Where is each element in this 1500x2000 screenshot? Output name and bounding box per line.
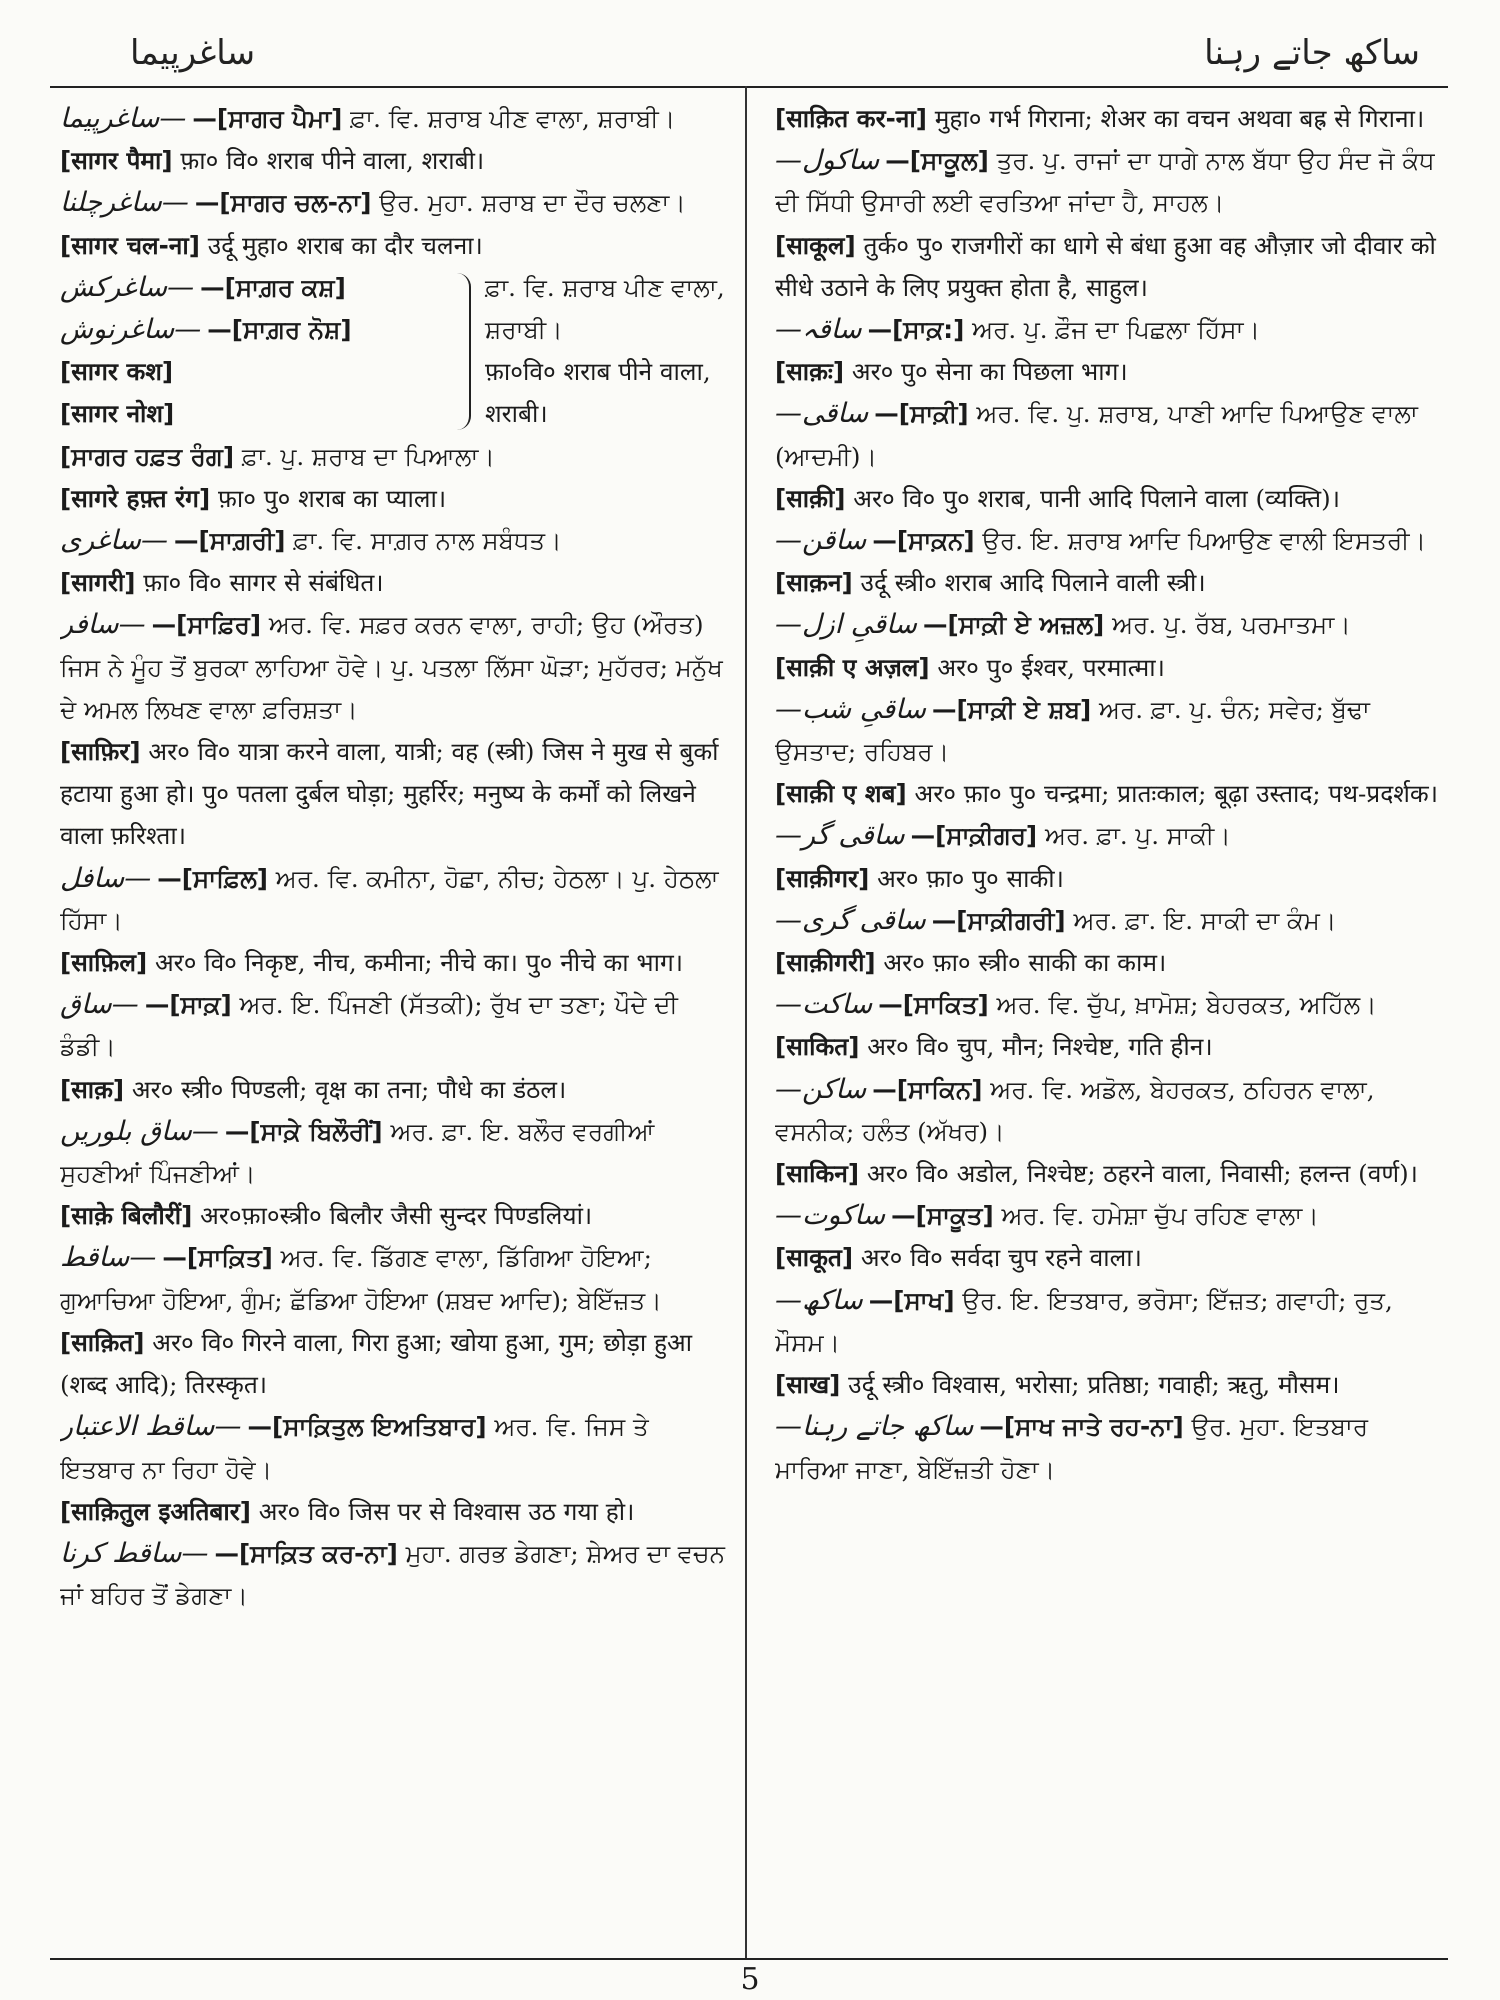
headword: —[ਸਾਕ਼ਿਤ] (162, 1243, 273, 1273)
dictionary-entry (60, 520, 730, 562)
headword: —[ਸਾਕ਼ੀ] (874, 399, 969, 429)
definition: अर० पु० सेना का पिछला भाग। (851, 357, 1128, 387)
definition: ਅਰ. ਵਿ. ਅਡੋਲ, ਬੇਹਰਕਤ, ਠਹਿਰਨ ਵਾਲਾ, ਵਸਨੀਕ; ਹਲੰਤ (ਅੱਖਰ)। (775, 1074, 1375, 1146)
definition: ਫ਼ਾ. ਵਿ. ਸਾਗ਼ਰ ਨਾਲ ਸਬੰਧਤ। (293, 526, 562, 556)
dictionary-entry (775, 689, 1445, 773)
headword: —[ਸਾਗ਼ਰ ਨੋਸ਼] (207, 315, 352, 345)
urdu-headword: —ساغرنوش (60, 314, 202, 346)
dictionary-entry (60, 1322, 730, 1406)
definition: ਉਰ. ਇ. ਸ਼ਰਾਬ ਆਦਿ ਪਿਆਉਣ ਵਾਲੀ ਇਸਤਰੀ। (982, 526, 1427, 556)
headword: [साक़] (60, 1074, 125, 1104)
definition: ਅਰ. ਵਿ. ਚੁੱਪ, ਖ਼ਾਮੋਸ਼; ਬੇਹਰਕਤ, ਅਹਿੱਲ। (996, 990, 1377, 1020)
dictionary-entry (60, 858, 730, 942)
urdu-headword: —ساق (60, 989, 139, 1021)
definition: ਅਰ. ਫ਼ਾ. ਪੁ. ਸਾਕੀ। (1044, 821, 1231, 851)
dictionary-entry (775, 478, 1445, 520)
urdu-headword: ساکت— (775, 989, 873, 1021)
definition: ਫ਼ਾ. ਪੁ. ਸ਼ਰਾਬ ਦਾ ਪਿਆਲਾ। (241, 441, 495, 471)
dictionary-entry (775, 1237, 1445, 1279)
brace (455, 273, 471, 430)
definition: अर० वि० यात्रा करने वाला, यात्री; वह (स्त्री) जिस ने मुख से बुर्का हटाया हुआ हो। पु० पतला दुर्बल घोड़ा; मुहर्रिर; मनुष्य के कर्मों को लिखने वाला फ़रिश्ता। (60, 737, 719, 851)
urdu-headword: ساکن— (775, 1073, 867, 1105)
definition: ਮੁਹਾ. ਗਰਭ ਡੇਗਣਾ; ਸ਼ੇਅਰ ਦਾ ਵਚਨ ਜਾਂ ਬਹਿਰ ਤੋਂ ਡੇਗਣਾ। (60, 1538, 725, 1611)
urdu-headword: —ساق بلوریں (60, 1115, 219, 1147)
dictionary-entry (775, 1153, 1445, 1195)
dictionary-entry (60, 182, 730, 224)
headword: [साक़ित कर-ना] (775, 104, 927, 133)
headword: —[ਸਾਕ਼ੀਗਰੀ] (931, 905, 1066, 935)
bracket-term (60, 351, 455, 393)
left-guide-word: ساغرپیما (130, 33, 256, 73)
definition: अर० पु० ईश्वर, परमात्मा। (937, 652, 1165, 682)
definition: ਅਰ. ਵਿ. ਡਿੱਗਣ ਵਾਲਾ, ਡਿੱਗਿਆ ਹੋਇਆ; ਗੁਆਚਿਆ ਹੋਇਆ, ਗੁੰਮ; ਛੱਡਿਆ ਹੋਇਆ (ਸ਼ਬਦ ਆਦਿ); ਬੇਇੱਜ਼ਤ। (60, 1243, 662, 1315)
dictionary-entry (775, 393, 1445, 477)
urdu-headword: ساقی گر— (775, 820, 905, 852)
dictionary-entry (775, 520, 1445, 562)
definition: ਅਰ. ਵਿ. ਹਮੇਸ਼ਾ ਚੁੱਪ ਰਹਿਣ ਵਾਲਾ। (1001, 1201, 1319, 1231)
definition: ਫ਼ਾ. ਵਿ. ਸ਼ਰਾਬ ਪੀਣ ਵਾਲਾ, ਸ਼ਰਾਬੀ। (350, 104, 676, 133)
dictionary-entry (60, 731, 730, 858)
dictionary-entry (60, 1111, 730, 1195)
definition: ਅਰ. ਫ਼ਾ. ਪੁ. ਚੰਨ; ਸਵੇਰ; ਬੁੱਢਾ ਉਸਤਾਦ; ਰਹਿਬਰ। (775, 694, 1370, 767)
definition: अर० वि० पु० शराब, पानी आदि पिलाने वाला (व्यक्ति)। (853, 483, 1340, 513)
headword: —[ਸਾਖ] (868, 1285, 955, 1315)
headword: [साकिन] (775, 1159, 860, 1189)
dictionary-entry (775, 773, 1445, 815)
headword: —[ਸਾਕ਼ੀ ਏ ਅਜ਼ਲ] (923, 610, 1105, 640)
headword: —[ਸਾਫ਼ਿਲ] (157, 863, 268, 893)
dictionary-entry (775, 1069, 1445, 1153)
bottom-rule (50, 1958, 1448, 1960)
dictionary-entry (775, 942, 1445, 984)
dictionary-entry (775, 858, 1445, 900)
urdu-headword: —ساغرکش (60, 271, 195, 303)
definition: ਉਰ. ਮੁਹਾ. ਸ਼ਰਾਬ ਦਾ ਦੌਰ ਚਲਣਾ। (379, 188, 686, 218)
headword: —[ਸਾਗ਼ਰੀ] (174, 526, 286, 556)
definition: अर० फ़ा० पु० साकी। (877, 863, 1064, 893)
dictionary-entry (60, 1195, 730, 1237)
dictionary-entry (60, 984, 730, 1068)
dictionary-entry (775, 1195, 1445, 1237)
urdu-headword: —ساقط (60, 1242, 157, 1274)
definition: फ़ा० वि० शराब पीने वाला, शराबी। (180, 146, 485, 176)
headword: [साक़े बिलौरीं] (60, 1201, 193, 1231)
definition: ਅਰ. ਪੁ. ਫ਼ੌਜ ਦਾ ਪਿਛਲਾ ਹਿੱਸਾ। (972, 315, 1261, 345)
headword: [साक़ी] (775, 483, 846, 513)
headword: [ਸਾਗਰ ਹਫ਼ਤ ਰੰਗ] (60, 441, 235, 471)
urdu-headword: ساقن— (775, 525, 867, 557)
headword: —[ਸਾਗਰ ਪੈਮਾ] (192, 104, 343, 133)
urdu-headword: ساکول— (775, 145, 880, 177)
dictionary-entry (60, 140, 730, 182)
definition: उर्दू स्त्री० शराब आदि पिलाने वाली स्त्री। (860, 568, 1206, 598)
headword: —[ਸਾਕਿਤ] (878, 990, 989, 1020)
urdu-headword: —سافل (60, 862, 152, 894)
dictionary-entry (775, 647, 1445, 689)
dictionary-entry (60, 98, 730, 140)
urdu-headword: —سافر (60, 609, 146, 641)
headword: [साकूल] (775, 230, 856, 260)
definition: अर०फ़ा०स्त्री० बिलौर जैसी सुन्दर पिण्डलियां। (200, 1201, 593, 1231)
headword: —[ਸਾਕ਼:] (867, 315, 965, 345)
dictionary-entry (775, 1364, 1445, 1406)
headword: [सागर चल-ना] (60, 230, 200, 260)
headword: —[ਸਾਕੂਤ] (891, 1201, 994, 1231)
definition: अर० फ़ा० पु० चन्द्रमा; प्रातःकाल; बूढ़ा उस्ताद; पथ-प्रदर्शक। (914, 779, 1438, 809)
urdu-headword: ساقی گری— (775, 904, 926, 936)
urdu-headword: ساقیِ شب— (775, 693, 926, 725)
dictionary-entry (775, 140, 1445, 224)
headword: [साक़ी ए शब] (775, 779, 907, 809)
dictionary-entry (60, 562, 730, 604)
definition: ਉਰ. ਇ. ਇਤਬਾਰ, ਭਰੋਸਾ; ਇੱਜ਼ਤ; ਗਵਾਹੀ; ਰੁਤ, ਮੌਸਮ। (775, 1285, 1393, 1357)
definition: ਅਰ. ਫ਼ਾ. ਇ. ਬਲੌਰ ਵਰਗੀਆਂ ਸੁਹਣੀਆਂ ਪਿੰਜਣੀਆਂ। (60, 1116, 655, 1189)
dictionary-entry (775, 562, 1445, 604)
definition: तुर्क० पु० राजगीरों का धागे से बंधा हुआ वह औज़ार जो दीवार को सीधे उठाने के लिए प्रयुक्त होता है, साहुल। (775, 230, 1436, 302)
headword: —[ਸਾਕ਼ੀਗਰ] (910, 821, 1038, 851)
definition: ਅਰ. ਵਿ. ਸਫ਼ਰ ਕਰਨ ਵਾਲਾ, ਰਾਹੀ; ਉਹ (ਔਰਤ) ਜਿਸ ਨੇ ਮੂੰਹ ਤੋਂ ਬੁਰਕਾ ਲਾਹਿਆ ਹੋਵੇ। ਪੁ. ਪਤਲਾ ਲਿੱਸਾ ਘੋੜਾ; ਮੁਹੱਰਰ; ਮਨੁੱਖ ਦੇ ਅਮਲ ਲਿਖਣ ਵਾਲਾ ਫ਼ਰਿਸ਼ਤਾ। (60, 610, 723, 724)
definition: अर० वि० जिस पर से विश्वास उठ गया हो। (258, 1496, 635, 1526)
left-column (60, 98, 730, 1948)
definition: अर० वि० सर्वदा चुप रहने वाला। (860, 1243, 1142, 1273)
bracket-term (60, 309, 455, 351)
headword: —[ਸਾਗ਼ਰ ਕਸ਼] (200, 272, 346, 302)
urdu-headword: ساکھ— (775, 1284, 863, 1316)
definition: ਉਰ. ਮੁਹਾ. ਇਤਬਾਰ ਮਾਰਿਆ ਜਾਣਾ, ਬੇਇੱਜ਼ਤੀ ਹੋਣਾ। (775, 1412, 1369, 1484)
headword: [साक़ित] (60, 1327, 145, 1357)
headword: [साफ़िल] (60, 948, 148, 978)
headword: —[ਸਾਕ਼] (144, 990, 232, 1020)
definition: ਅਰ. ਵਿ. ਜਿਸ ਤੇ ਇਤਬਾਰ ਨਾ ਰਿਹਾ ਹੋਵੇ। (60, 1412, 649, 1484)
dictionary-entry (775, 98, 1445, 140)
headword: [साक़ितुल इअतिबार] (60, 1496, 251, 1526)
page-number: 5 (740, 1962, 760, 1997)
definition: अर० वि० गिरने वाला, गिरा हुआ; खोया हुआ, गुम; छोड़ा हुआ (शब्द आदि); तिरस्कृत। (60, 1327, 693, 1400)
definition: उर्दू मुहा० शराब का दौर चलना। (207, 230, 483, 260)
headword: —[ਸਾਫ਼ਿਰ] (151, 610, 262, 640)
dictionary-entry (60, 225, 730, 267)
bracket-group (60, 267, 730, 436)
dictionary-entry (60, 1069, 730, 1111)
urdu-headword: ساقہ— (775, 314, 862, 346)
headword: —[ਸਾਕ਼ਨ] (872, 526, 975, 556)
definition: ਤੁਰ. ਪੁ. ਰਾਜਾਂ ਦਾ ਧਾਗੇ ਨਾਲ ਬੱਧਾ ਉਹ ਸੰਦ ਜੋ ਕੰਧ ਦੀ ਸਿੱਧੀ ਉਸਾਰੀ ਲਈ ਵਰਤਿਆ ਜਾਂਦਾ ਹੈ, ਸਾਹਲ। (775, 146, 1435, 218)
dictionary-entry (60, 1533, 730, 1617)
headword: —[ਸਾਕ਼ਿਤ ਕਰ-ਨਾ] (214, 1538, 398, 1568)
bracket-definition: ਫ਼ਾ. ਵਿ. ਸ਼ਰਾਬ ਪੀਣ ਵਾਲਾ, ਸ਼ਰਾਬੀ। (485, 272, 725, 345)
dictionary-entry (775, 604, 1445, 646)
right-column (775, 98, 1445, 1948)
definition: फ़ा० पु० शराब का प्याला। (217, 483, 447, 513)
dictionary-entry (775, 1280, 1445, 1364)
definition: ਅਰ. ਵਿ. ਪੁ. ਸ਼ਰਾਬ, ਪਾਣੀ ਆਦਿ ਪਿਆਉਣ ਵਾਲਾ (ਆਦਮੀ)। (775, 399, 1418, 471)
urdu-headword: ساقیِ ازل— (775, 609, 918, 641)
column-divider (745, 86, 747, 1958)
definition: ਅਰ. ਫ਼ਾ. ਇ. ਸਾਕੀ ਦਾ ਕੰਮ। (1073, 905, 1337, 935)
dictionary-entry (60, 942, 730, 984)
bracket-term (60, 393, 455, 435)
urdu-headword: —ساقط الاعتبار (60, 1411, 242, 1443)
definition: ਅਰ. ਵਿ. ਕਮੀਨਾ, ਹੋਛਾ, ਨੀਚ; ਹੇਠਲਾ। ਪੁ. ਹੇਠਲਾ ਹਿੱਸਾ। (60, 863, 719, 935)
headword: —[ਸਾਖ ਜਾਤੇ ਰਹ-ਨਾ] (979, 1412, 1184, 1442)
headword: [साख] (775, 1370, 841, 1400)
headword: —[ਸਾਗਰ ਚਲ-ਨਾ] (194, 188, 372, 218)
dictionary-entry (775, 900, 1445, 942)
bracket-definition: फ़ा०वि० शराब पीने वाला, शराबी। (485, 357, 711, 429)
right-guide-word: ساکھ جاتے رہنا (1204, 33, 1420, 73)
dictionary-entry (60, 604, 730, 731)
headword: —[ਸਾਕ਼ੇ ਬਿਲੌਰੀਂ] (224, 1116, 383, 1146)
definition: ਅਰ. ਇ. ਪਿੰਜਣੀ (ਸੱਤਕੀ); ਰੁੱਖ ਦਾ ਤਣਾ; ਪੌਦੇ ਦੀ ਡੰਡੀ। (60, 990, 678, 1062)
dictionary-entry (775, 984, 1445, 1026)
dictionary-entry (60, 478, 730, 520)
urdu-headword: ساقی— (775, 398, 869, 430)
definition: मुहा० गर्भ गिराना; शेअर का वचन अथवा बह्र से गिराना। (934, 104, 1425, 133)
headword: [साक़ीगरी] (775, 948, 876, 978)
urdu-headword: ساکوت— (775, 1200, 886, 1232)
definition: फ़ा० वि० सागर से संबंधित। (143, 568, 384, 598)
headword: [साक़ः] (775, 357, 845, 387)
bracket-term (60, 267, 455, 309)
definition: ਅਰ. ਪੁ. ਰੱਬ, ਪਰਮਾਤਮਾ। (1112, 610, 1351, 640)
headword: [सागर कश] (60, 357, 174, 387)
definition: अर० फ़ा० स्त्री० साकी का काम। (883, 948, 1167, 978)
definition: उर्दू स्त्री० विश्वास, भरोसा; प्रतिष्ठा; गवाही; ऋतु, मौसम। (848, 1370, 1340, 1400)
top-rule (50, 86, 1448, 88)
headword: [साकूत] (775, 1243, 854, 1273)
urdu-headword: ساکھ جاتے رہنا— (775, 1411, 974, 1443)
dictionary-entry (775, 1406, 1445, 1490)
headword: —[ਸਾਕਿਨ] (872, 1074, 983, 1104)
dictionary-entry (775, 815, 1445, 857)
headword: —[ਸਾਕੂਲ] (885, 146, 989, 176)
dictionary-entry (775, 309, 1445, 351)
definition: अर० वि० चुप, मौन; निश्चेष्ट, गति हीन। (867, 1032, 1213, 1062)
definition: अर० स्त्री० पिण्डली; वृक्ष का तना; पौधे का डंठल। (131, 1074, 567, 1104)
headword: [साक़ी ए अज़ल] (775, 652, 930, 682)
definition: अर० वि० निकृष्ट, नीच, कमीना; नीचे का। पु० नीचे का भाग। (154, 948, 684, 978)
urdu-headword: —ساغرپیما (60, 103, 187, 134)
headword: [सागर पैमा] (60, 146, 173, 176)
urdu-headword: —ساقط کرنا (60, 1537, 209, 1569)
headword: [सागर नोश] (60, 399, 175, 429)
headword: [सागरे हफ़्त रंग] (60, 483, 211, 513)
headword: —[ਸਾਕ਼ੀ ਏ ਸ਼ਬ] (931, 694, 1092, 724)
dictionary-entry (775, 1026, 1445, 1068)
dictionary-entry (775, 225, 1445, 309)
dictionary-entry (60, 1406, 730, 1490)
urdu-headword: —ساغری (60, 525, 168, 557)
headword: [साफ़िर] (60, 737, 141, 767)
headword: [सागरी] (60, 568, 136, 598)
dictionary-entry (60, 1491, 730, 1533)
headword: [साक़न] (775, 568, 853, 598)
dictionary-entry (775, 351, 1445, 393)
urdu-headword: —ساغرچلنا (60, 187, 189, 219)
headword: —[ਸਾਕ਼ਿਤੁਲ ਇਅਤਿਬਾਰ] (247, 1412, 487, 1442)
dictionary-entry (60, 1237, 730, 1321)
dictionary-entry (60, 436, 730, 478)
headword: [साकित] (775, 1032, 860, 1062)
headword: [साक़ीगर] (775, 863, 870, 893)
definition: अर० वि० अडोल, निश्चेष्ट; ठहरने वाला, निवासी; हलन्त (वर्ण)। (866, 1159, 1418, 1189)
